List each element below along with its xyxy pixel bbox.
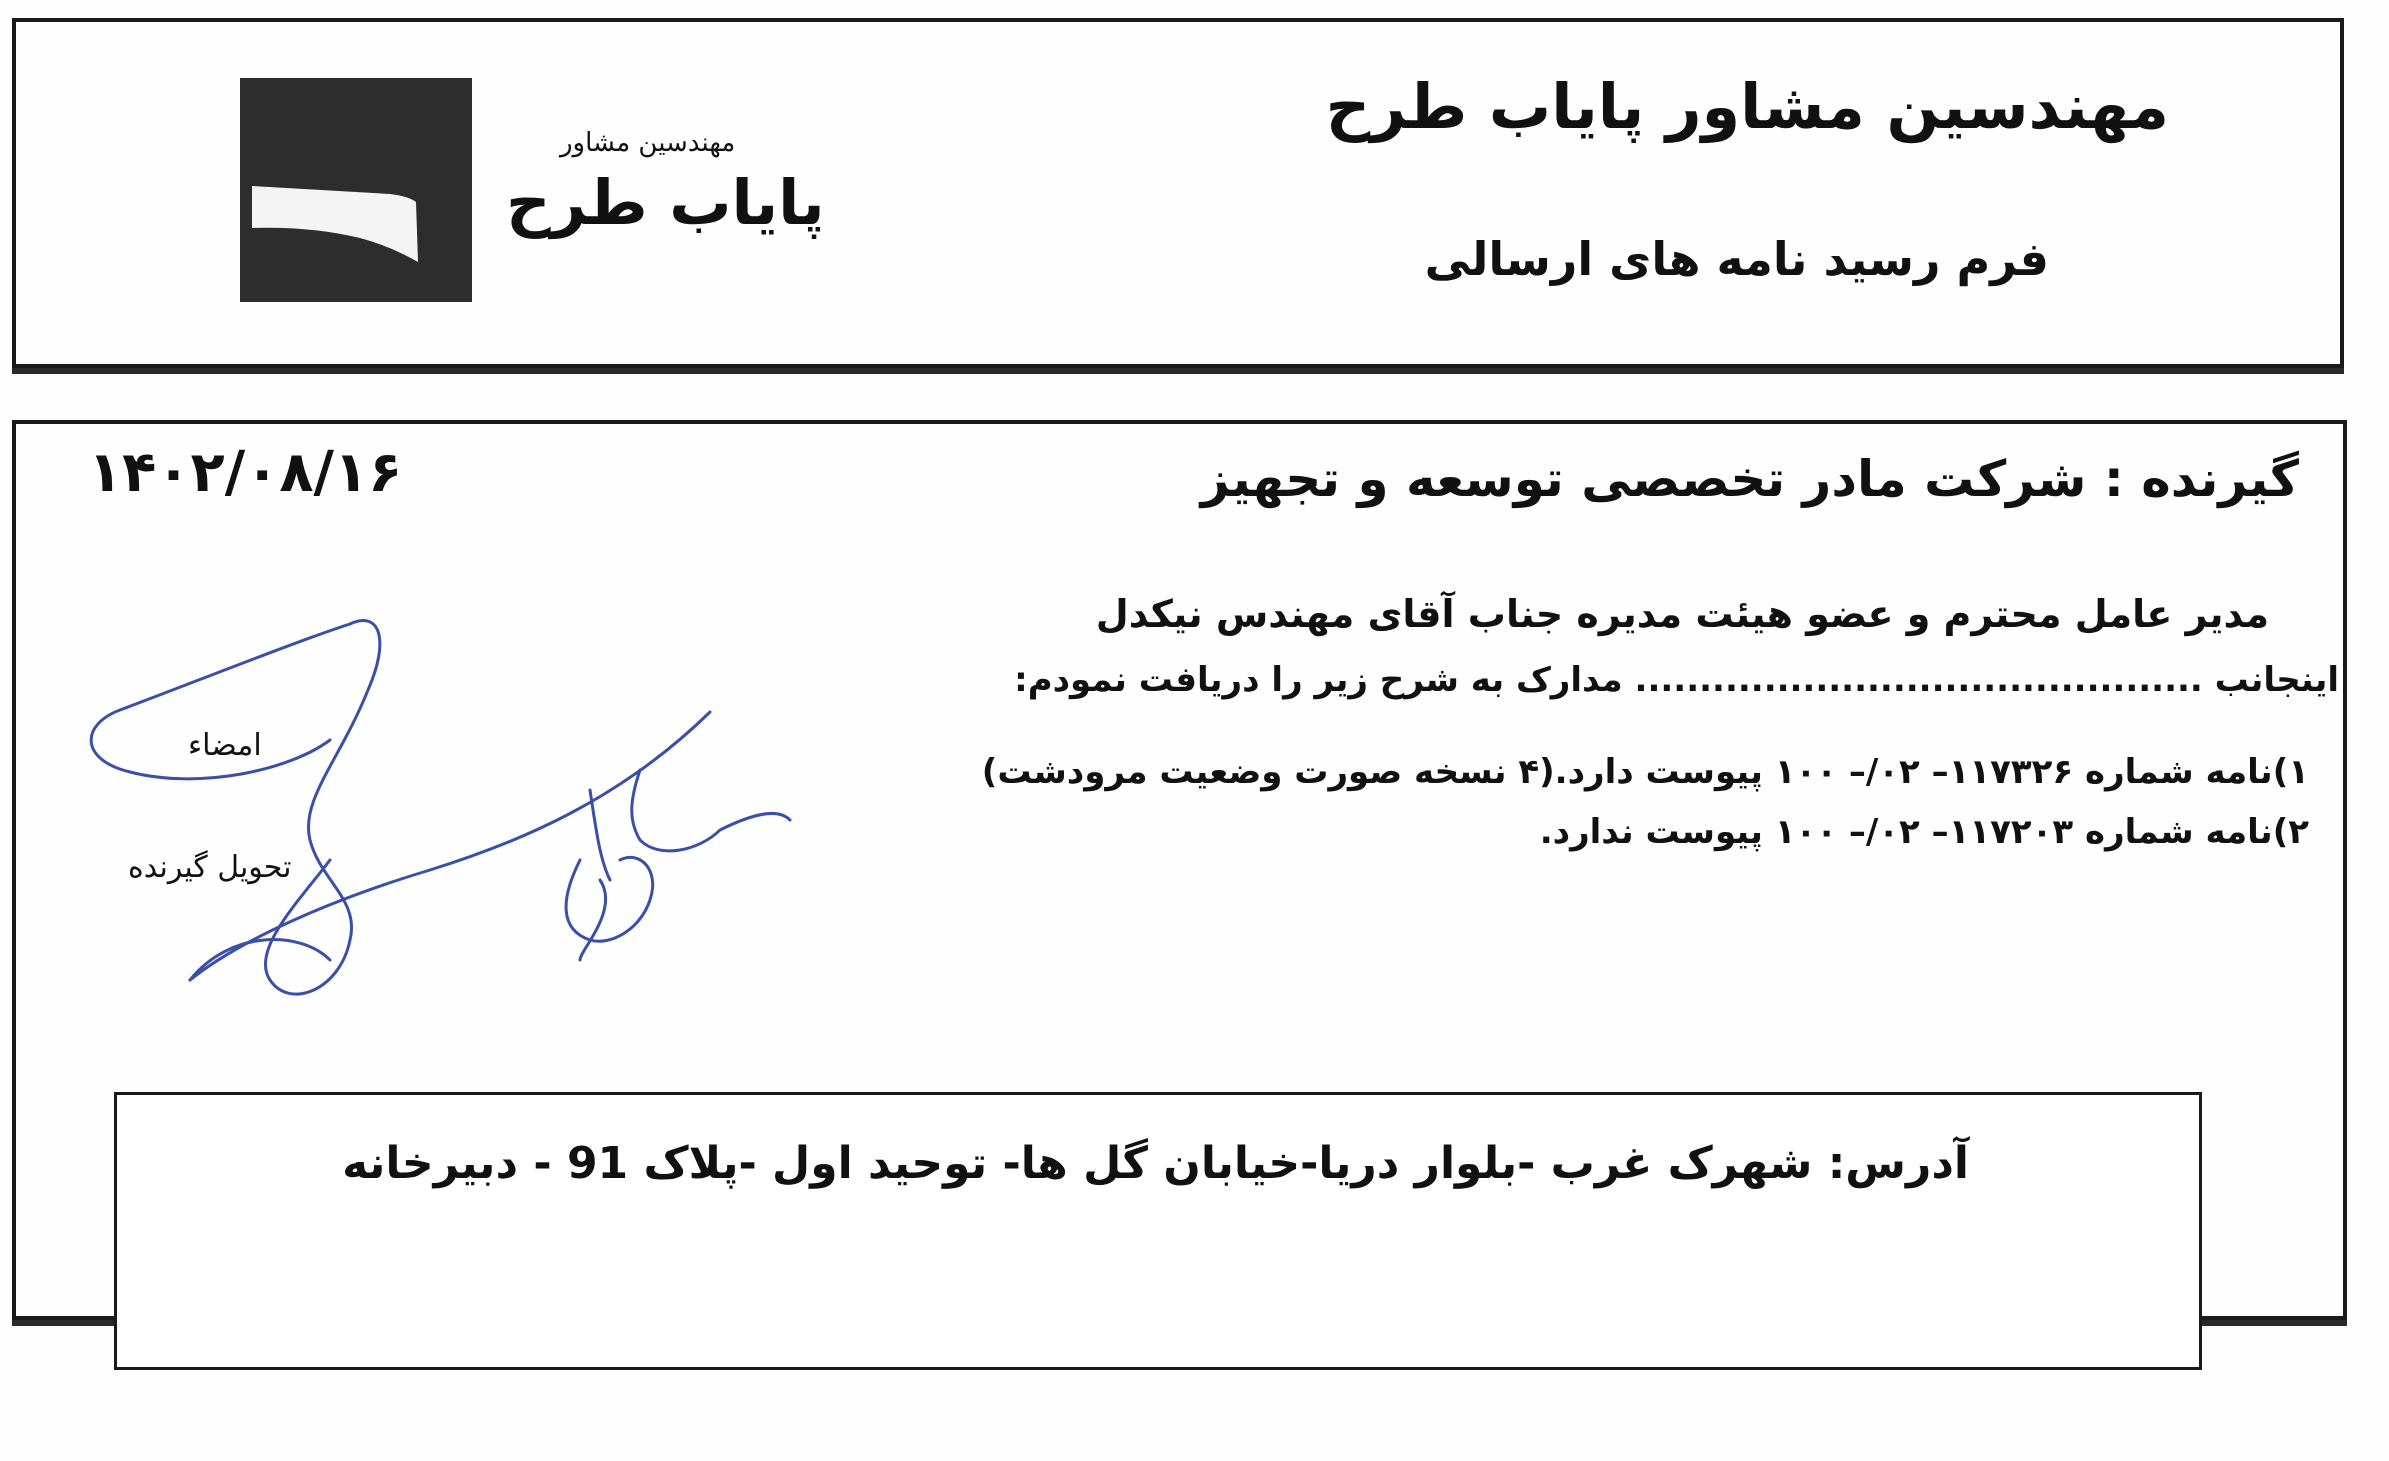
company-title: مهندسین مشاور پایاب طرح: [1325, 70, 2169, 143]
address-line: آدرس: شهرک غرب -بلوار دریا-خیابان گل ها- توحید اول -پلاک 91 - دبیرخانه: [342, 1138, 1969, 1189]
intro-line: اینجانب ............................................ مدارک به شرح زیر را دریافت نمودم:: [1014, 660, 2339, 700]
salutation-line: مدیر عامل محترم و عضو هیئت مدیره جناب آقای مهندس نیکدل: [1095, 592, 2269, 636]
document-item-1: ۱)نامه شماره ۱۱۷۳۲۶– ۰۲/– ۱۰۰ پیوست دارد.(۴ نسخه صورت وضعیت مرودشت): [981, 752, 2309, 792]
delivery-label: تحویل گیرنده: [128, 850, 292, 885]
recipient-line: گیرنده : شرکت مادر تخصصی توسعه و تجهیز: [1200, 450, 2299, 508]
address-box: [114, 1092, 2202, 1370]
company-logo-icon: [240, 78, 472, 302]
signature-label: امضاء: [188, 728, 262, 763]
logo-caption: مهندسین مشاور: [560, 128, 736, 158]
letter-date: ۱۴۰۲/۰۸/۱۶: [88, 440, 403, 505]
document-item-2: ۲)نامه شماره ۱۱۷۲۰۳– ۰۲/– ۱۰۰ پیوست ندارد.: [1539, 812, 2309, 852]
logo-name: پایاب طرح: [506, 166, 825, 239]
form-title: فرم رسید نامه های ارسالی: [1424, 232, 2049, 286]
